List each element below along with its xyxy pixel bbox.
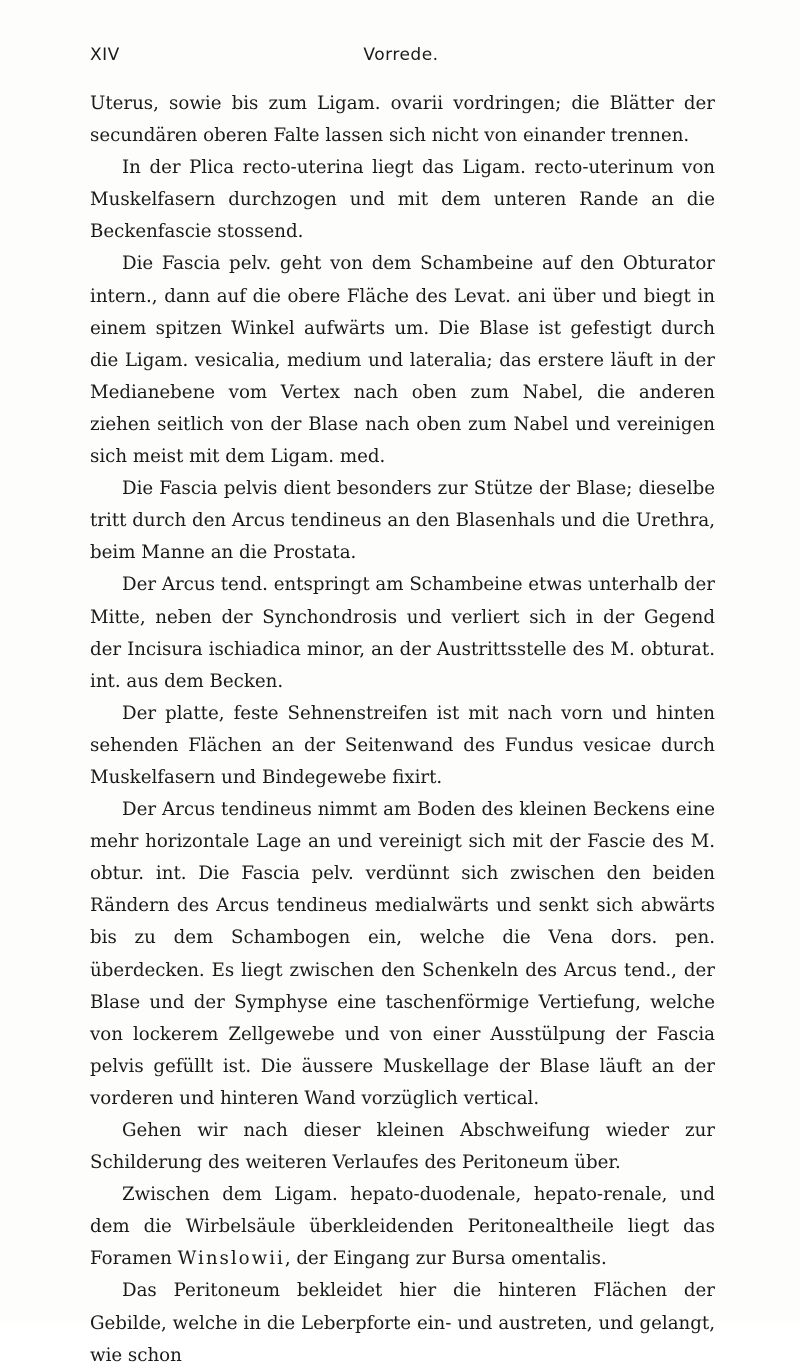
- paragraph: Das Peritoneum bekleidet hier die hinteren Flächen der Gebilde, welche in die Leberpforte ein- und austreten, und gelangt, wie schon: [90, 1280, 715, 1366]
- paragraph: Der platte, feste Sehnenstreifen ist mit nach vorn und hinten sehenden Flächen an der Seitenwand des Fundus vesicae durch Muskelfasern und Bindegewebe fixirt.: [90, 702, 715, 788]
- page-header: [90, 45, 712, 75]
- page-number: XIV: [90, 45, 120, 65]
- foramen-name: Winslowii: [177, 1248, 285, 1270]
- foramen-text-before: Zwischen dem Ligam. hepato-duodenale, hepato-renale, und dem die Wirbelsäule überkleidenden Peritonealtheile liegt das Foramen: [90, 1184, 715, 1270]
- paragraph: Die Fascia pelvis dient besonders zur Stütze der Blase; dieselbe tritt durch den Arcus tendineus an den Blasenhals und die Urethra, beim Manne an die Prostata.: [90, 478, 715, 564]
- foramen-text-after: , der Eingang zur Bursa omentalis.: [284, 1248, 607, 1270]
- paragraph: In der Plica recto-uterina liegt das Ligam. recto-uterinum von Muskelfasern durchzogen und mit dem unteren Rande an die Beckenfascie stossend.: [90, 157, 715, 243]
- paragraph: Der Arcus tend. entspringt am Schambeine etwas unterhalb der Mitte, neben der Synchondrosis und verliert sich in der Gegend der Incisura ischiadica minor, an der Austrittsstelle des M. obturat. int. aus dem Becken.: [90, 574, 715, 692]
- paragraph-foramen: [90, 1179, 715, 1275]
- paragraph: Der Arcus tendineus nimmt am Boden des kleinen Beckens eine mehr horizontale Lage an und vereinigt sich mit der Fascie des M. obtur. int. Die Fascia pelv. verdünnt sich zwischen den beiden Rändern des Arcus tendineus medialwärts und senkt sich abwärts bis zu dem Schambogen ein, welche die Vena dors. pen. überdecken. Es liegt zwischen den Schenkeln des Arcus tend., der Blase und der Symphyse eine taschenförmige Vertiefung, welche von lockerem Zellgewebe und von einer Ausstülpung der Fascia pelvis gefüllt ist. Die äussere Muskellage der Blase läuft an der vorderen und hinteren Wand vorzüglich vertical.: [90, 799, 715, 1109]
- paragraph: Die Fascia pelv. geht von dem Schambeine auf den Obturator intern., dann auf die obere Fläche des Levat. ani über und biegt in einem spitzen Winkel aufwärts um. Die Blase ist gefestigt durch die Ligam. vesicalia, medium und lateralia; das erstere läuft in der Medianebene vom Vertex nach oben zum Nabel, die anderen ziehen seitlich von der Blase nach oben zum Nabel und vereinigen sich meist mit dem Ligam. med.: [90, 253, 715, 468]
- paragraph: Gehen wir nach dieser kleinen Abschweifung wieder zur Schilderung des weiteren Verlaufes des Peritoneum über.: [90, 1120, 715, 1174]
- paragraph-continuation: Uterus, sowie bis zum Ligam. ovarii vordringen; die Blätter der secundären oberen Falte lassen sich nicht von einander trennen.: [90, 93, 715, 147]
- running-title: Vorrede.: [363, 45, 439, 65]
- body-text: [90, 88, 715, 1372]
